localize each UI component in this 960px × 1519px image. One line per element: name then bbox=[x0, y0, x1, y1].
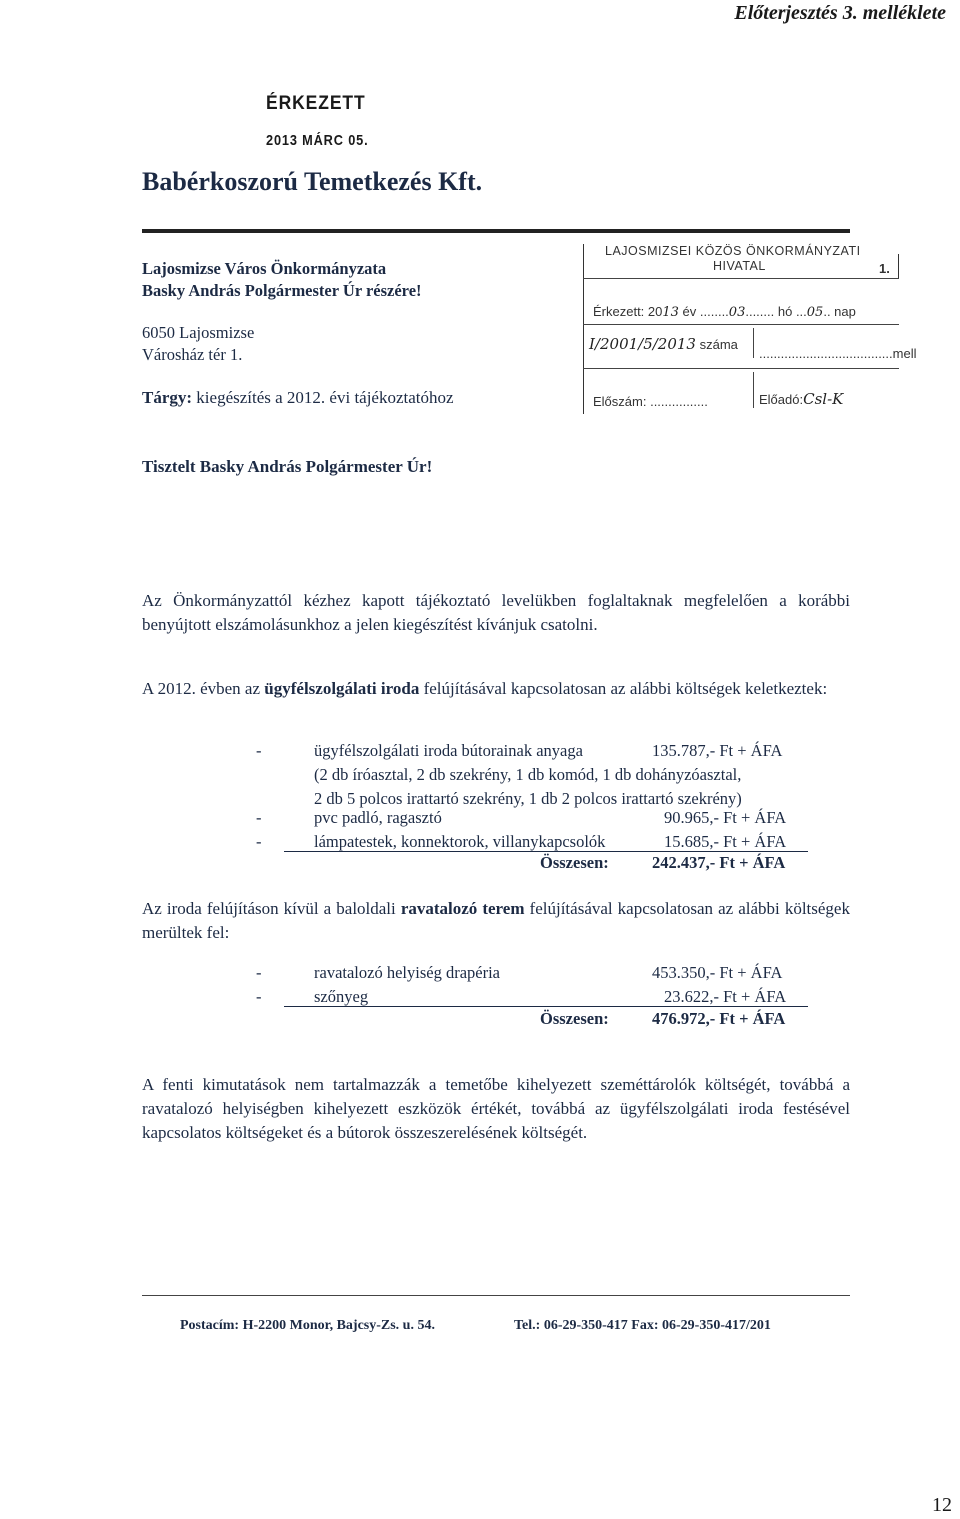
list2-total: 476.972,- Ft + ÁFA bbox=[652, 1009, 786, 1028]
list1-bullet-2: - bbox=[256, 808, 262, 827]
recipient-line-1: Lajosmizse Város Önkormányzata bbox=[142, 259, 387, 278]
list1-item-1-detail-1: (2 db íróasztal, 2 db szekrény, 1 db komód, 1 db dohányzóasztal, bbox=[314, 765, 742, 784]
list1-item-1: ügyfélszolgálati iroda bútorainak anyaga bbox=[314, 741, 583, 760]
list1-item-3-amount: 15.685,- Ft + ÁFA bbox=[664, 832, 787, 851]
list1-total-label: Összesen: bbox=[540, 853, 609, 872]
paragraph-1: Az Önkormányzattól kézhez kapott tájékoztató levelükben foglaltaknak megfelelően a korábbi benyújtott elszámolásunkhoz a jelen kiegészítést kívánjuk csatolni. bbox=[142, 591, 850, 634]
letterhead-rule bbox=[142, 229, 850, 233]
paragraph-2: A 2012. évben az ügyfélszolgálati iroda felújításával kapcsolatosan az alábbi költségek keletkeztek: bbox=[142, 679, 828, 698]
recipient-line-3: 6050 Lajosmizse bbox=[142, 323, 255, 342]
registration-office: LAJOSMIZSEI KÖZÖS ÖNKORMÁNYZATI bbox=[605, 244, 861, 258]
list1-item-1-detail-2: 2 db 5 polcos irattartó szekrény, 1 db 2 polcos irattartó szekrény) bbox=[314, 789, 742, 808]
footer-rule bbox=[142, 1295, 850, 1296]
list2-bullet-1: - bbox=[256, 963, 262, 982]
list2-item-1-amount: 453.350,- Ft + ÁFA bbox=[652, 963, 783, 982]
greeting: Tisztelt Basky András Polgármester Úr! bbox=[142, 457, 433, 476]
list2-item-1: ravatalozó helyiség drapéria bbox=[314, 963, 500, 982]
attachment-note: Előterjesztés 3. melléklete bbox=[734, 2, 946, 24]
registration-eloszam: Előszám: ................ bbox=[593, 394, 708, 409]
recipient-line-4: Városház tér 1. bbox=[142, 345, 243, 364]
paragraph-4: A fenti kimutatások nem tartalmazzák a temetőbe kihelyezett szeméttárolók költségét, továbbá a ravatalozó helyiségben kihelyezett eszközök értékét, továbbá az ügyfélszolgálati iroda festésével kapcsolatos költségeket és a bútorok összeszerelésének költségét. bbox=[142, 1075, 850, 1142]
footer-phone: Tel.: 06-29-350-417 Fax: 06-29-350-417/201 bbox=[514, 1318, 771, 1333]
registration-number: I/2001/5/2013 száma bbox=[589, 335, 738, 353]
list1-item-2-amount: 90.965,- Ft + ÁFA bbox=[664, 808, 787, 827]
list2-item-2: szőnyeg bbox=[314, 987, 369, 1006]
list1-item-2: pvc padló, ragasztó bbox=[314, 808, 442, 827]
registration-office-2: HIVATAL bbox=[713, 259, 766, 273]
list1-bullet-1: - bbox=[256, 741, 262, 760]
list2-bullet-2: - bbox=[256, 987, 262, 1006]
list1-item-1-amount: 135.787,- Ft + ÁFA bbox=[652, 741, 783, 760]
list2-item-2-amount: 23.622,- Ft + ÁFA bbox=[664, 987, 787, 1006]
page-number: 12 bbox=[932, 1494, 952, 1516]
recipient-line-2: Basky András Polgármester Úr részére! bbox=[142, 281, 422, 300]
subject-label: Tárgy: bbox=[142, 388, 193, 407]
footer-address: Postacím: H-2200 Monor, Bajcsy-Zs. u. 54. bbox=[180, 1318, 435, 1333]
paragraph-3: Az iroda felújításon kívül a baloldali ravatalozó terem felújításával kapcsolatosan az alábbi költségek merültek fel: bbox=[142, 899, 850, 942]
list1-bullet-3: - bbox=[256, 832, 262, 851]
received-stamp-date: 2013 MÁRC 05. bbox=[266, 132, 369, 149]
registration-copy: 1. bbox=[879, 261, 890, 276]
registration-eloado: Előadó:Csl-K bbox=[759, 390, 844, 408]
registration-received: Érkezett: 2013 év ........03........ hó ...05.. nap bbox=[593, 304, 856, 320]
subject-line bbox=[142, 388, 454, 408]
company-name: Babérkoszorú Temetkezés Kft. bbox=[142, 167, 483, 196]
list1-total: 242.437,- Ft + ÁFA bbox=[652, 853, 786, 872]
list1-item-3: lámpatestek, konnektorok, villanykapcsolók bbox=[314, 832, 606, 851]
subject-text: kiegészítés a 2012. évi tájékoztatóhoz bbox=[192, 388, 454, 407]
list2-total-label: Összesen: bbox=[540, 1009, 609, 1028]
received-stamp: ÉRKEZETT bbox=[266, 93, 366, 114]
registration-mell: .....................................mell bbox=[759, 346, 917, 361]
registration-stamp bbox=[583, 244, 917, 414]
